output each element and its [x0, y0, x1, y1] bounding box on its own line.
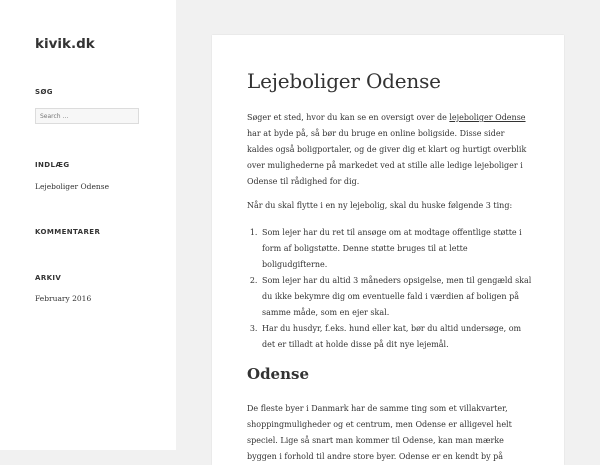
article-paragraph-3	[247, 401, 532, 465]
recent-post-link[interactable]: Lejeboliger Odense	[35, 182, 110, 191]
comments-widget-title: KOMMENTARER	[35, 228, 101, 236]
article-intro	[247, 110, 532, 190]
intro-text-before: Søger et sted, hvor du kan se en oversigt over de	[247, 113, 450, 122]
paragraph-text: Når du skal flytte i en ny lejebolig, skal du huske følgende 3 ting:	[247, 201, 513, 210]
section-heading: Odense	[247, 365, 309, 383]
tips-list	[247, 225, 532, 353]
site-title[interactable]: kivik.dk	[35, 36, 95, 52]
article	[212, 35, 564, 465]
article-title: Lejeboliger Odense	[247, 69, 441, 93]
search-widget-title: SØG	[35, 88, 53, 96]
lejeboliger-odense-link[interactable]: lejeboliger Odense	[449, 113, 526, 122]
posts-widget-title: INDLÆG	[35, 161, 70, 169]
tips-list-container	[247, 225, 532, 353]
archive-widget-title: ARKIV	[35, 274, 62, 282]
search-input[interactable]	[35, 108, 139, 124]
paragraph-text: De fleste byer i Danmark har de samme ting som et villakvarter, shoppingmuligheder og et centrum, men Odense er alligevel helt speciel. Lige så snart man kommer til Odense, kan man mærke byggen i forhold til andre store byer. Odense er en kendt by på	[247, 404, 512, 461]
sidebar	[0, 0, 176, 450]
list-item: 2. Som lejer har du altid 3 måneders opsigelse, men til gengæld skal du ikke bekymre dig om eventuelle fald i værdien af boligen på samme måde, som en ejer skal.	[260, 273, 532, 321]
archive-link[interactable]: February 2016	[35, 294, 92, 303]
list-item: 3. Har du husdyr, f.eks. hund eller kat, bør du altid undersøge, om det er tilladt at holde disse på dit nye lejemål.	[260, 321, 532, 353]
intro-text-after: har at byde på, så bør du bruge en online boligside. Disse sider kaldes også boligportaler, og de giver dig et klart og hurtigt overblik over mulighederne på markedet ved at stille alle ledige lejeboliger i Odense til rådighed for dig.	[247, 129, 527, 186]
list-item: 1. Som lejer har du ret til ansøge om at modtage offentlige støtte i form af boligstøtte. Denne støtte bruges til at lette boligudgifterne.	[260, 225, 532, 273]
article-paragraph-2	[247, 198, 532, 214]
